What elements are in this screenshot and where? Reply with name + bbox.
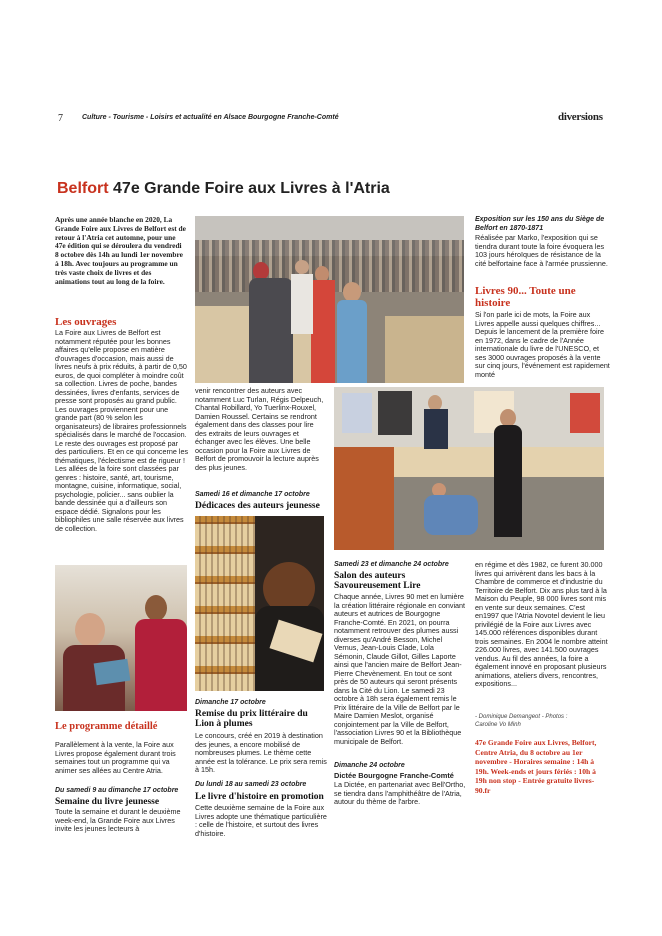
ouvrages-heading: Les ouvrages xyxy=(55,316,117,328)
photo-book-stalls xyxy=(195,216,464,383)
programme-heading: Le programme détaillé xyxy=(55,721,158,732)
dedicaces-heading: Dédicaces des auteurs jeunesse xyxy=(195,501,320,511)
article-title: 47e Grande Foire aux Livres à l'Atria xyxy=(113,180,390,197)
programme-text: Parallèlement à la vente, la Foire aux Livres propose également durant trois semaines tout un programme qui va animer ses allées au Centre Atria. xyxy=(55,740,176,775)
dictee-heading: Dictée Bourgogne Franche-Comté xyxy=(334,771,454,780)
brand-logo: diversions xyxy=(558,111,603,123)
photo-reader-at-fair xyxy=(55,565,187,711)
livres90-heading: Livres 90... Toute une histoire xyxy=(475,285,576,309)
photo-girl-reading xyxy=(195,516,324,691)
prix-text: Le concours, créé en 2019 à destination des jeunes, a encore mobilisé de nombreuses plumes. Le thème cette année est la tolérance. Le prix sera remis à 15h. xyxy=(195,731,327,774)
photo-browsing-crowd xyxy=(334,387,604,550)
intro-paragraph: Après une année blanche en 2020, La Grande Foire aux Livres de Belfort est de retour à l'Atria cet automne, pour une 47e édition qui se déroulera du vendredi 8 octobre dès 14h au lundi 1er novembre à 18h. Avec toujours au programme un très vaste choix de livres et des animations tout au long de la foire. xyxy=(55,215,186,286)
histoire-date: Du lundi 18 au samedi 23 octobre xyxy=(195,781,307,788)
histoire-heading: Le livre d'histoire en promotion xyxy=(195,792,324,802)
section-header: Culture - Tourisme - Loisirs et actualité en Alsace Bourgogne Franche-Comté xyxy=(82,114,339,121)
salon-heading: Salon des auteurs Savoureusement Lire xyxy=(334,571,421,591)
page-number: 7 xyxy=(58,113,63,124)
expo-text: Réalisée par Marko, l'exposition qui se tiendra durant toute la foire évoquera les 103 jours héroïques de résistance de la cité belfortaine face à l'armée prussienne. xyxy=(475,233,608,268)
livres90-text: Si l'on parle ici de mots, la Foire aux Livres appelle aussi quelques chiffres... Depuis le lancement de la première foire en 1972, dans le cadre de l'Année internationale du livre de l'UNESCO, et ses 3000 ouvrages proposés à la vente sur cinq jours, l'événement est rapidement monté xyxy=(475,310,610,379)
prix-date: Dimanche 17 octobre xyxy=(195,699,266,706)
col4-text: en régime et dès 1982, ce furent 30.000 livres qui arrivèrent dans les bacs à la Chambre de commerce et d'industrie du Territoire de Belfort. Dix ans plus tard à la Maison du Peuple, 98 000 livres sont mis en vente sur deux semaines. C'est en1997 que l'Atria Novotel devient le lieu privilégié de la Foire aux Livres avec 145.000 références disponibles durant trois semaines. En 2004 le nombre atteint 226.000 livres, avec 141.500 ouvrages vendus. Au fil des années, la foire a également innové en proposant plusieurs animations, ateliers divers, rencontres, expositions... xyxy=(475,560,608,688)
dictee-date: Dimanche 24 octobre xyxy=(334,762,405,769)
ouvrages-text: La Foire aux Livres de Belfort est notamment réputée pour les bonnes affaires qu'elle propose en matière d'ouvrages d'occasion, mais aussi de livres neufs à prix réduits, à partir de 0,50 euros, de quoi compléter à moindre coût sa collection. Livres de poche, bandes dessinées, livres d'enfants, services de presse sont proposés au grand public. Les ouvrages proviennent pour une grande part (80 % selon les organisateurs) de libraires professionnels spécialisés dans le marché de l'occasion. Le reste des ouvrages est proposé par des particuliers. Et en ce qui concerne les thématiques, l'éclectisme est de rigueur ! Les allées de la foire sont classées par genres : histoire, santé, art, tourisme, montagne, cuisine, informatique, social, psychologie, policier... sans oublier la bande dessinée qui a d'ailleurs son espace dédié. Signalons pour les bibliophiles une salle réservée aux livres de collection. xyxy=(55,329,189,533)
credit: - Dominique Demangeot - Photos : Caroline Vo Minh xyxy=(475,714,568,728)
dedicaces-date: Samedi 16 et dimanche 17 octobre xyxy=(195,491,310,498)
salon-date: Samedi 23 et dimanche 24 octobre xyxy=(334,561,449,568)
semaine-text: Toute la semaine et durant le deuxième week-end, la Grande Foire aux Livres invite les jeunes lecteurs à xyxy=(55,807,181,833)
semaine-date: Du samedi 9 au dimanche 17 octobre xyxy=(55,787,179,794)
article-title-block xyxy=(57,180,390,198)
semaine-heading: Semaine du livre jeunesse xyxy=(55,797,160,807)
col2-continue-text: venir rencontrer des auteurs avec notamment Luc Turlan, Régis Delpeuch, Chantal Robillard, Yo Tuerlinx-Rouxel, Damien Roussel. Certains se rendront également dans des classes pour lire des extraits de leurs ouvrages et échanger avec les élèves. Une belle occasion pour la Foire aux Livres de Belfort de promouvoir la lecture auprès des plus jeunes. xyxy=(195,386,324,472)
salon-text: Chaque année, Livres 90 met en lumière la création littéraire régionale en conviant auteurs et autrices de Bourgogne Franche-Comté. En 2021, on pourra notamment retrouver des plumes aussi diverses qu'André Besson, Michel Vernus, Jean-Louis Clade, Lola Sémonin, Claude Gillot, Gilles Laporte ainsi que l'ancien maire de Belfort Jean-Pierre Chevènement. En tout ce sont près de 50 auteurs qui seront présents dans la Cité du Lion. Le samedi 23 octobre à 18h sera également remis le Prix littéraire de la Ville de Belfort par le Maire Damien Meslot, organisé conjointement par la Ville de Belfort, l'association Livres 90 et la Bibliothèque municipale de Belfort. xyxy=(334,592,466,746)
info-box: 47e Grande Foire aux Livres, Belfort, Centre Atria, du 8 octobre au 1er novembre - Horaires semaine : 14h à 19h. Week-ends et jours fériés : 10h à 19h non stop - Entrée gratuite livres-90.fr xyxy=(475,738,597,795)
article-kicker: Belfort xyxy=(57,180,109,197)
dictee-text: La Dictée, en partenariat avec Bell'Ortho, se tiendra dans l'amphithéâtre de l'Atria, autour du thème de l'arbre. xyxy=(334,780,466,806)
expo-heading: Exposition sur les 150 ans du Siège de Belfort en 1870-1871 xyxy=(475,216,605,232)
prix-heading: Remise du prix littéraire du Lion à plumes xyxy=(195,709,308,729)
histoire-text: Cette deuxième semaine de la Foire aux Livres adopte une thématique particulière : celle de l'histoire, et surtout des livres d'histoire. xyxy=(195,803,327,838)
